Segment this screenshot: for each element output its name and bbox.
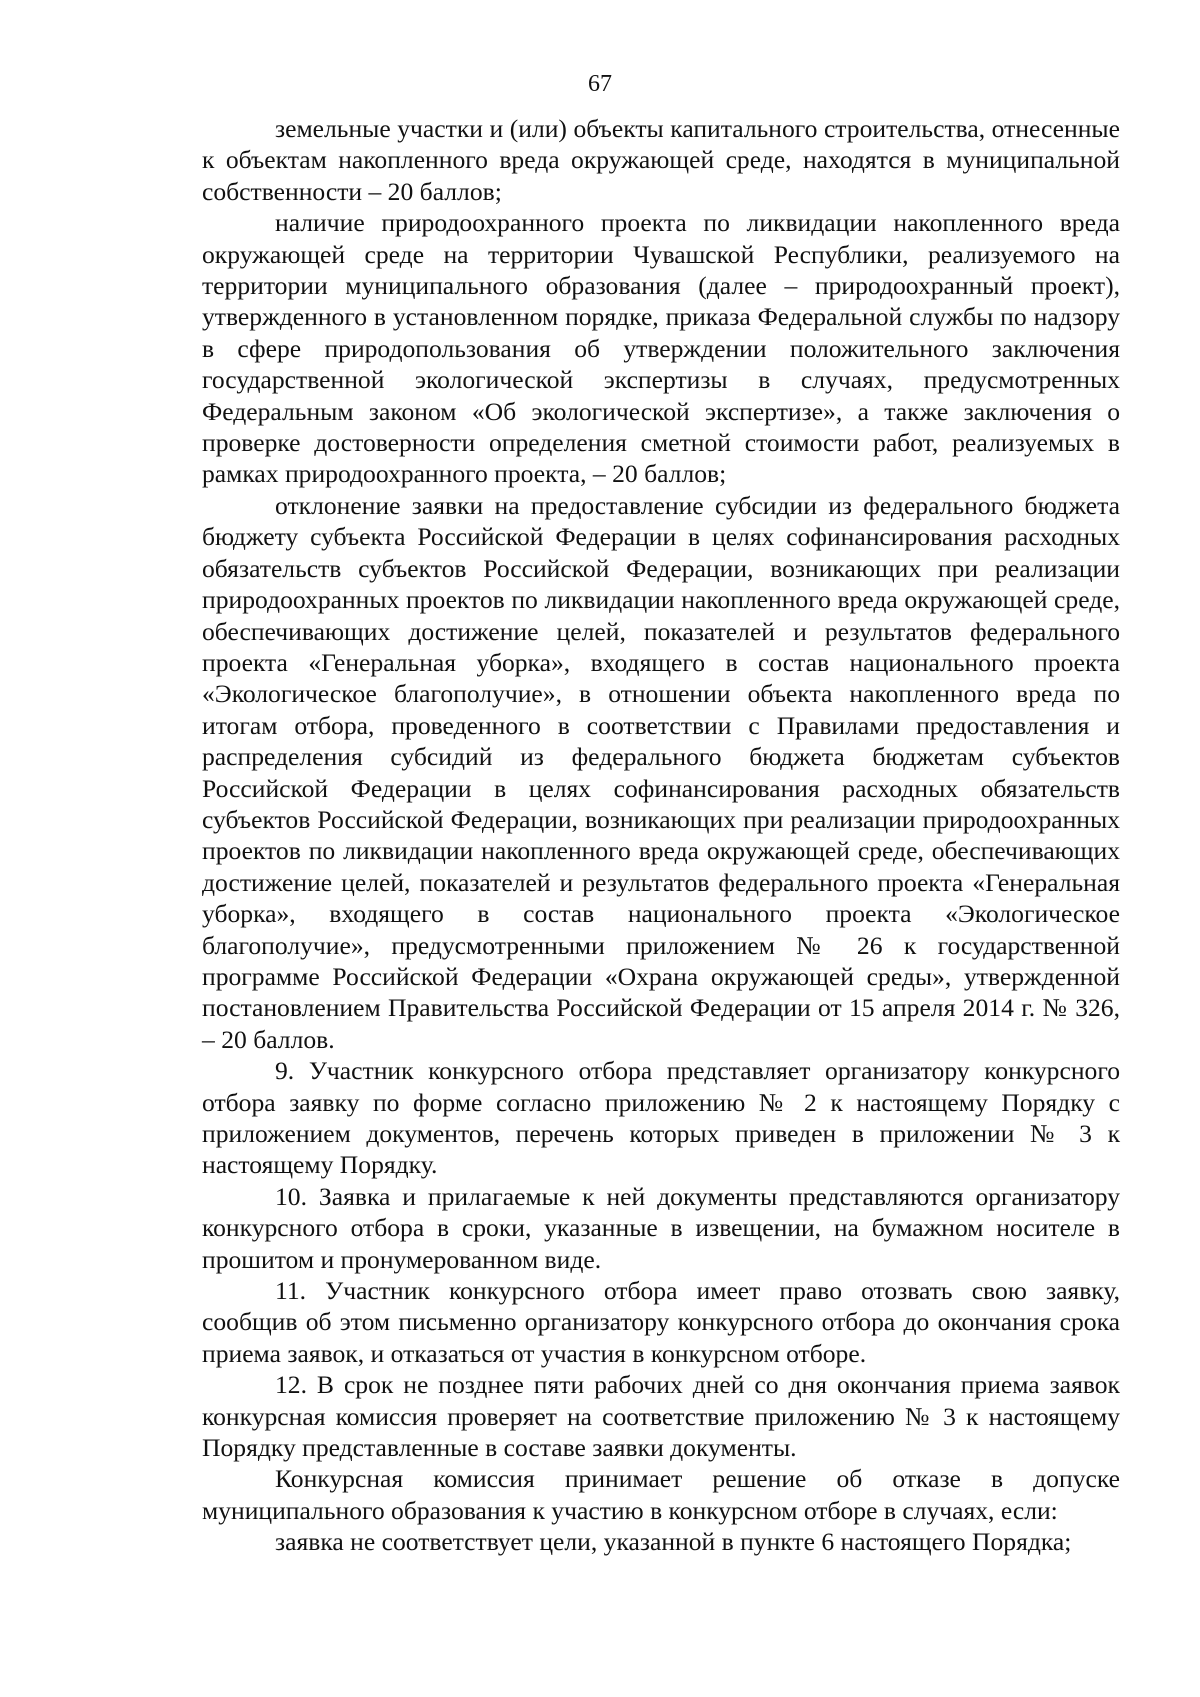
- paragraph-item-12: 12. В срок не позднее пяти рабочих дней со дня окончания приема заявок конкурсная комиссия проверяет на соответствие приложению № 3 к настоящему Порядку представленные в составе заявки документы.: [202, 1370, 1120, 1463]
- paragraph-item-9: 9. Участник конкурсного отбора представляет организатору конкурсного отбора заявку по форме согласно приложению № 2 к настоящему Порядку с приложением документов, перечень которых приведен в приложении № 3 к настоящему Порядку.: [202, 1056, 1120, 1180]
- paragraph-item-11: 11. Участник конкурсного отбора имеет право отозвать свою заявку, сообщив об этом письменно организатору конкурсного отбора до окончания срока приема заявок, и отказаться от участия в конкурсном отборе.: [202, 1276, 1120, 1368]
- paragraph-environmental-project: наличие природоохранного проекта по ликвидации накопленного вреда окружающей среде на территории Чувашской Республики, реализуемого на территории муниципального образования (далее – природоохранный проект), утвержденного в установленном порядке, приказа Федеральной службы по надзору в сфере природопользования об утверждении положительного заключения государственной экологической экспертизы в случаях, предусмотренных Федеральным законом «Об экологической экспертизе», а также заключения о проверке достоверности определения сметной стоимости работ, реализуемых в рамках природоохранного проекта, – 20 баллов;: [202, 208, 1120, 489]
- paragraph-application-mismatch: заявка не соответствует цели, указанной в пункте 6 настоящего Порядка;: [275, 1527, 1072, 1557]
- document-body: [202, 113, 1120, 1558]
- paragraph-commission-decision: Конкурсная комиссия принимает решение об отказе в допуске муниципального образования к участию в конкурсном отборе в случаях, если:: [202, 1464, 1120, 1525]
- paragraph-item-10: 10. Заявка и прилагаемые к ней документы представляются организатору конкурсного отбора в сроки, указанные в извещении, на бумажном носителе в прошитом и пронумерованном виде.: [202, 1181, 1120, 1274]
- paragraph-application-rejection: отклонение заявки на предоставление субсидии из федерального бюджета бюджету субъекта Российской Федерации в целях софинансирования расходных обязательств субъектов Российской Федерации, возникающих при реализации природоохранных проектов по ликвидации накопленного вреда окружающей среде, обеспечивающих достижение целей, показателей и результатов федерального проекта «Генеральная уборка», входящего в состав национального проекта «Экологическое благополучие», в отношении объекта накопленного вреда по итогам отбора, проведенного в соответствии с Правилами предоставления и распределения субсидий из федерального бюджета бюджетам субъектов Российской Федерации в целях софинансирования расходных обязательств субъектов Российской Федерации, возникающих при реализации природоохранных проектов по ликвидации накопленного вреда окружающей среде, обеспечивающих достижение целей, показателей и результатов федерального проекта «Генеральная уборка», входящего в состав национального проекта «Экологическое благополучие», предусмотренными приложением № 26 к государственной программе Российской Федерации «Охрана окружающей среды», утвержденной постановлением Правительства Российской Федерации от 15 апреля 2014 г. № 326, – 20 баллов.: [202, 490, 1120, 1054]
- page-number: 67: [588, 71, 612, 97]
- paragraph-land-plots: земельные участки и (или) объекты капитального строительства, отнесенные к объектам накопленного вреда окружающей среде, находятся в муниципальной собственности – 20 баллов;: [202, 114, 1120, 206]
